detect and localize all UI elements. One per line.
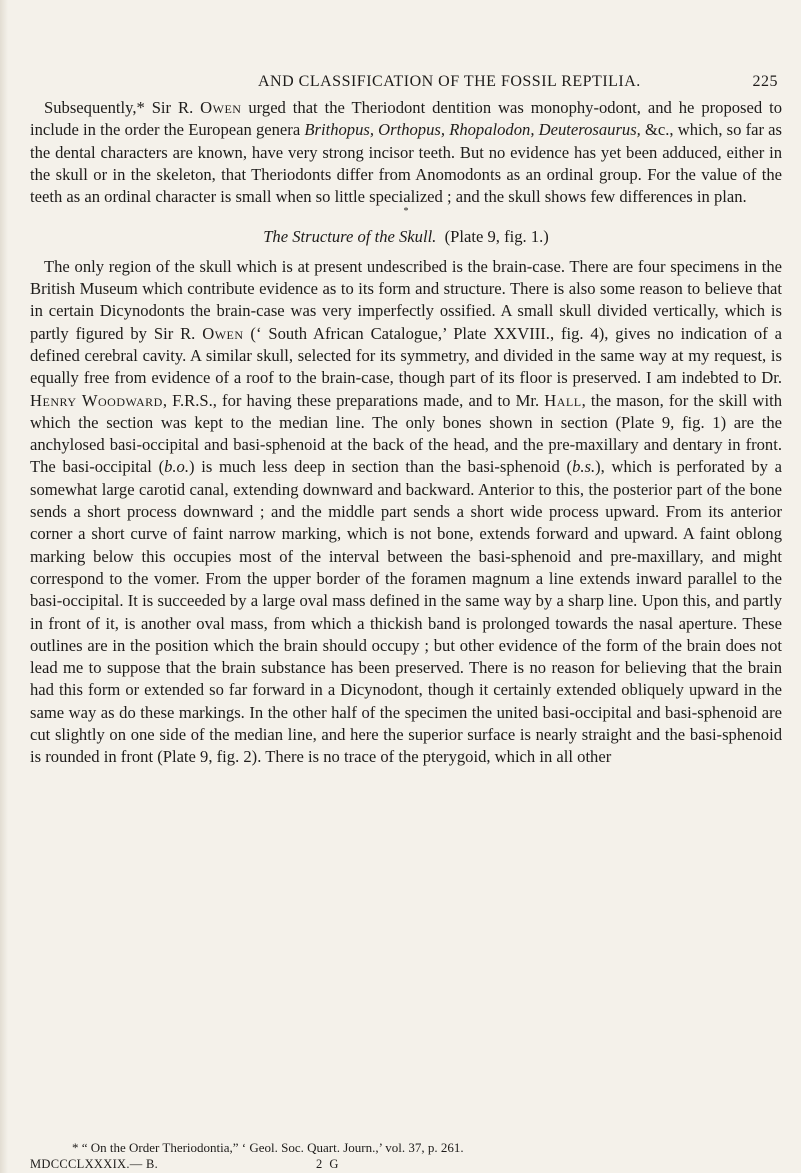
page-gutter-shadow xyxy=(0,0,8,1173)
abbrev-basi-occipital: b.o. xyxy=(164,457,189,477)
text-run: (‘ South African Catalogue,’ Plate XXVIII., fig. 4), gives no indication of a defined cerebral cavity. A similar skull, selected for its symmetry, and divided in the same way at my request, is equally free from evidence of a roof to the brain-case, though part of its floor is preserved. I am indebted to Dr. xyxy=(30,323,782,388)
section-separator: * xyxy=(403,206,409,218)
signature-line xyxy=(30,1156,730,1172)
paragraph-brain-case xyxy=(30,256,782,769)
text-run: ) is much less deep in section than the basi-sphenoid ( xyxy=(189,457,573,477)
abbrev-basi-sphenoid: b.s. xyxy=(572,457,596,477)
person-name-woodward: Henry Woodward xyxy=(30,390,163,410)
text-run: ), which is perforated by a somewhat large carotid canal, extending downward and backward. Anterior to this, the posterior part of the bone sends a short process downward ; and the middle part sends a short wide process upward. From its anterior corner a short curve of faint narrow marking, which is not bone, extends forward and upward. A faint oblong marking below this occupies most of the interval between the basi-sphenoid and pre-maxillary, and might correspond to the vomer. From the upper border of the foramen magnum a line extends inward parallel to the basi-occipital. It is succeeded by a large oval mass defined in the same way by a sharp line. Upon this, and partly in front of it, is another oval mass, from which a thickish band is prolonged towards the nasal aperture. These outlines are in the position which the brain should occupy ; but other evidence of the form of the brain does not lead me to suppose that the brain substance has been preserved. There is no reason for believing that the brain had this form or extended so far forward in a Dicynodont, though it certainly extended obliquely upward in the same way as do these markings. In the other half of the specimen the united basi-occipital and basi-sphenoid are cut slightly on one side of the median line, and here the superior surface is nearly straight and the basi-sphenoid is rounded in front (Plate 9, fig. 2). There is no trace of the pterygoid, which in all other xyxy=(30,457,783,767)
text-run: Subsequently,* Sir R. xyxy=(44,98,201,117)
person-name-hall: Hall xyxy=(544,390,582,410)
text-run: &c., which, so far as the dental characters are known, have very strong incisor teeth. But no evidence has yet been adduced, either in the skull or in the skeleton, that Theriodonts differ from Anomodonts as an ordinal group. For the value of the teeth as an ordinal character is small when so little specialized ; and the skull shows few differences in plan. xyxy=(30,120,783,207)
text-run: urged that the Theriodont dentition was monophy-odont, and he proposed to include in the order the European genera xyxy=(30,98,782,140)
text-run: The only region of the skull which is at present undescribed is the brain-case. There are four specimens in the British Museum which contribute evidence as to its form and structure. There is also some reason to believe that in certain Dicynodonts the brain-case was very imperfectly ossified. A small skull divided vertically, which is partly figured by Sir R. xyxy=(30,256,782,343)
running-head xyxy=(258,73,778,91)
footnote: * “ On the Order Theriodontia,” ‘ Geol. Soc. Quart. Journ.,’ vol. 37, p. 261. xyxy=(72,1140,464,1155)
page-number: 225 xyxy=(752,73,778,90)
text-run: , the mason, for the skill with which the section was kept to the median line. The only bones shown in section (Plate 9, fig. 1) are the anchylosed basi-occipital and basi-sphenoid at the back of the head, and the pre-maxillary and dentary in front. The basi-occipital ( xyxy=(30,390,782,477)
author-name-owen: Owen xyxy=(200,98,242,117)
author-name-owen: Owen xyxy=(202,323,244,343)
signature-mark: 2 G xyxy=(316,1157,341,1171)
section-heading xyxy=(30,216,782,255)
paragraph-theriodont-dentition xyxy=(30,97,782,208)
section-heading-title: The Structure of the Skull. xyxy=(263,227,437,247)
genera-list: Brithopus, Orthopus, Rhopalodon, Deuterosaurus, xyxy=(304,120,641,140)
signature-code: MDCCCLXXXIX.— B. xyxy=(30,1157,159,1171)
running-head-title: AND CLASSIFICATION OF THE FOSSIL REPTILIA. xyxy=(258,73,641,90)
body-text xyxy=(30,97,782,769)
text-run: , F.R.S., for having these preparations made, and to Mr. xyxy=(162,390,545,410)
section-heading-plate-ref: (Plate 9, fig. 1.) xyxy=(444,227,549,247)
